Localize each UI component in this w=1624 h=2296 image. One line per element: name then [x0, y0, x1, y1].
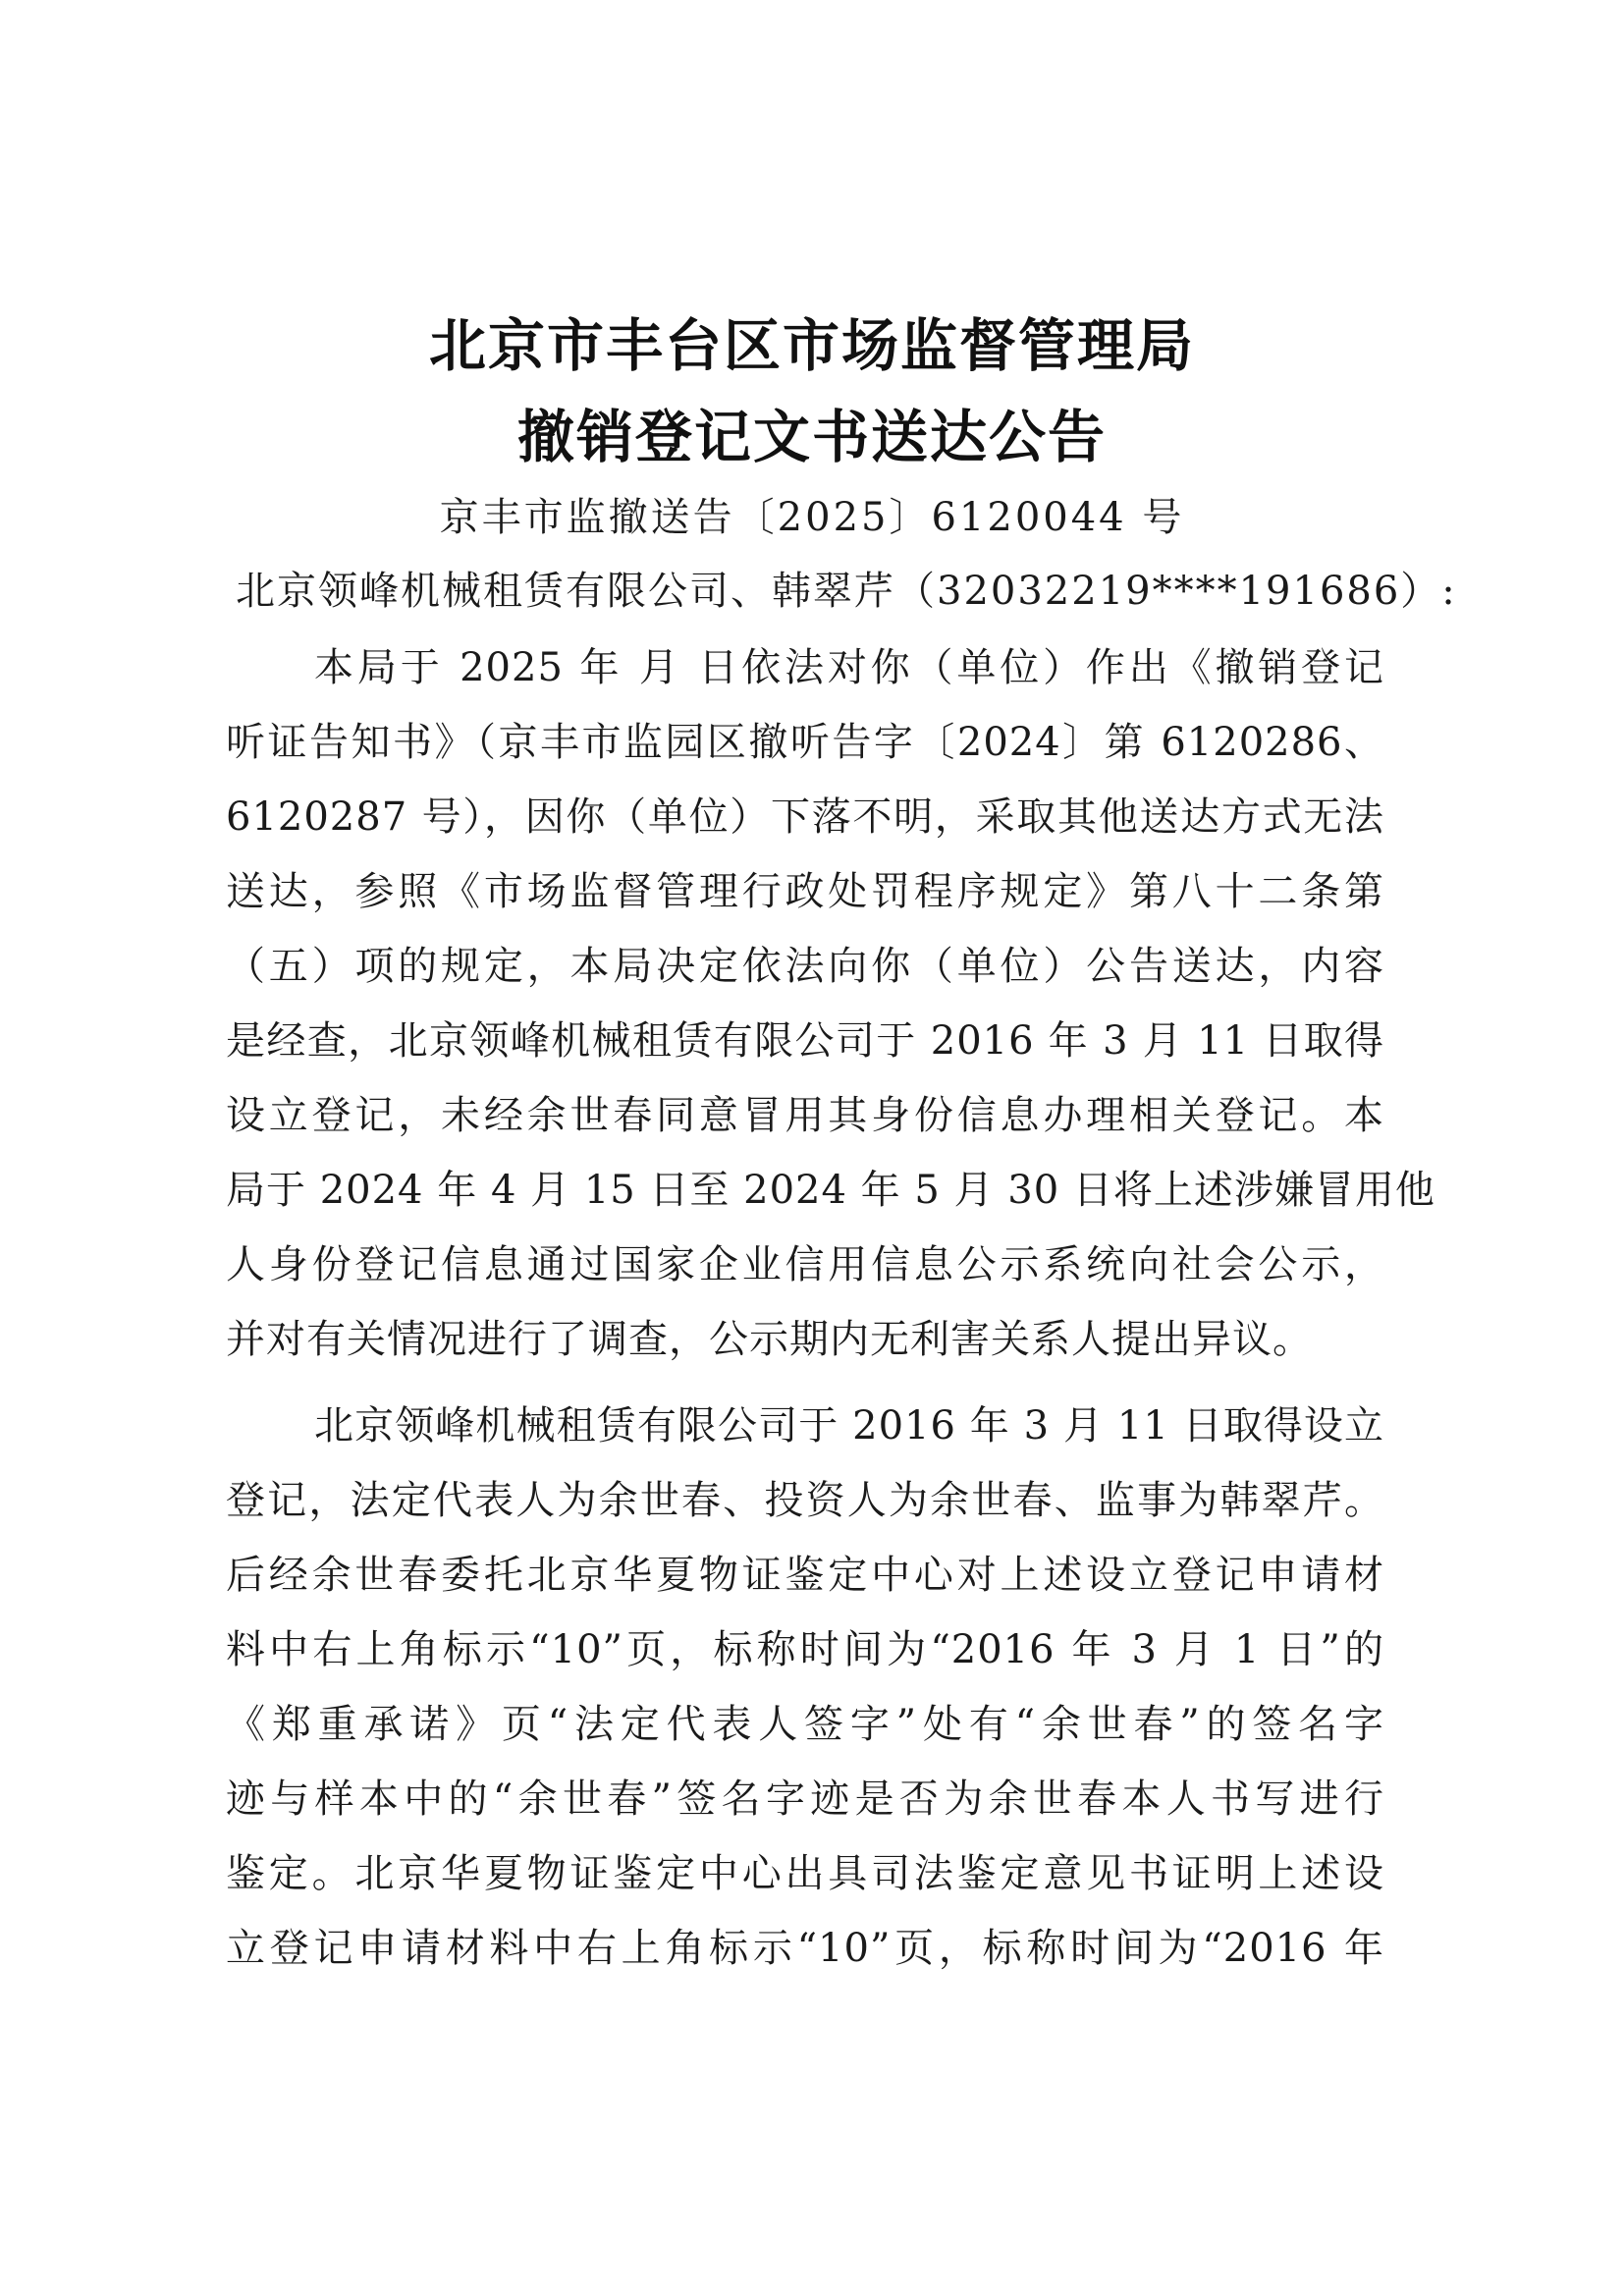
body-line: 本局于 2025 年 月 日依法对你（单位）作出《撤销登记	[314, 645, 1384, 690]
body-line: 并对有关情况进行了调查，公示期内无利害关系人提出异议。	[226, 1317, 1313, 1362]
document-number: 京丰市监撤送告〔2025〕6120044 号	[439, 495, 1185, 540]
addressee: 北京领峰机械租赁有限公司、韩翠芹（32032219****191686）:	[236, 569, 1457, 614]
body-line: 人身份登记信息通过国家企业信用信息公示系统向社会公示，	[226, 1242, 1384, 1287]
document-title-line1: 北京市丰台区市场监督管理局	[428, 312, 1195, 379]
body-line: 是经查，北京领峰机械租赁有限公司于 2016 年 3 月 11 日取得	[226, 1018, 1384, 1064]
body-line: 登记，法定代表人为余世春、投资人为余世春、监事为韩翠芹。	[226, 1478, 1384, 1523]
body-line: 局于 2024 年 4 月 15 日至 2024 年 5 月 30 日将上述涉嫌冒用他	[226, 1168, 1435, 1213]
body-line: 立登记申请材料中右上角标示“10”页，标称时间为“2016 年	[226, 1926, 1384, 1971]
body-line: 送达，参照《市场监督管理行政处罚程序规定》第八十二条第	[226, 869, 1384, 914]
body-line: 鉴定。北京华夏物证鉴定中心出具司法鉴定意见书证明上述设	[226, 1851, 1384, 1896]
body-line: 后经余世春委托北京华夏物证鉴定中心对上述设立登记申请材	[226, 1553, 1384, 1598]
body-line: （五）项的规定，本局决定依法向你（单位）公告送达，内容	[226, 944, 1384, 989]
body-line: 设立登记，未经余世春同意冒用其身份信息办理相关登记。本	[226, 1093, 1384, 1138]
body-line: 听证告知书》（京丰市监园区撤听告字〔2024〕第 6120286、	[226, 720, 1384, 765]
body-line: 《郑重承诺》页“法定代表人签字”处有“余世春”的签名字	[226, 1702, 1384, 1747]
body-line: 料中右上角标示“10”页，标称时间为“2016 年 3 月 1 日”的	[226, 1627, 1384, 1672]
body-line: 迹与样本中的“余世春”签名字迹是否为余世春本人书写进行	[226, 1777, 1384, 1822]
document-title-line2: 撤销登记文书送达公告	[516, 404, 1107, 470]
body-line: 北京领峰机械租赁有限公司于 2016 年 3 月 11 日取得设立	[314, 1403, 1384, 1449]
body-line: 6120287 号），因你（单位）下落不明，采取其他送达方式无法	[226, 794, 1384, 840]
